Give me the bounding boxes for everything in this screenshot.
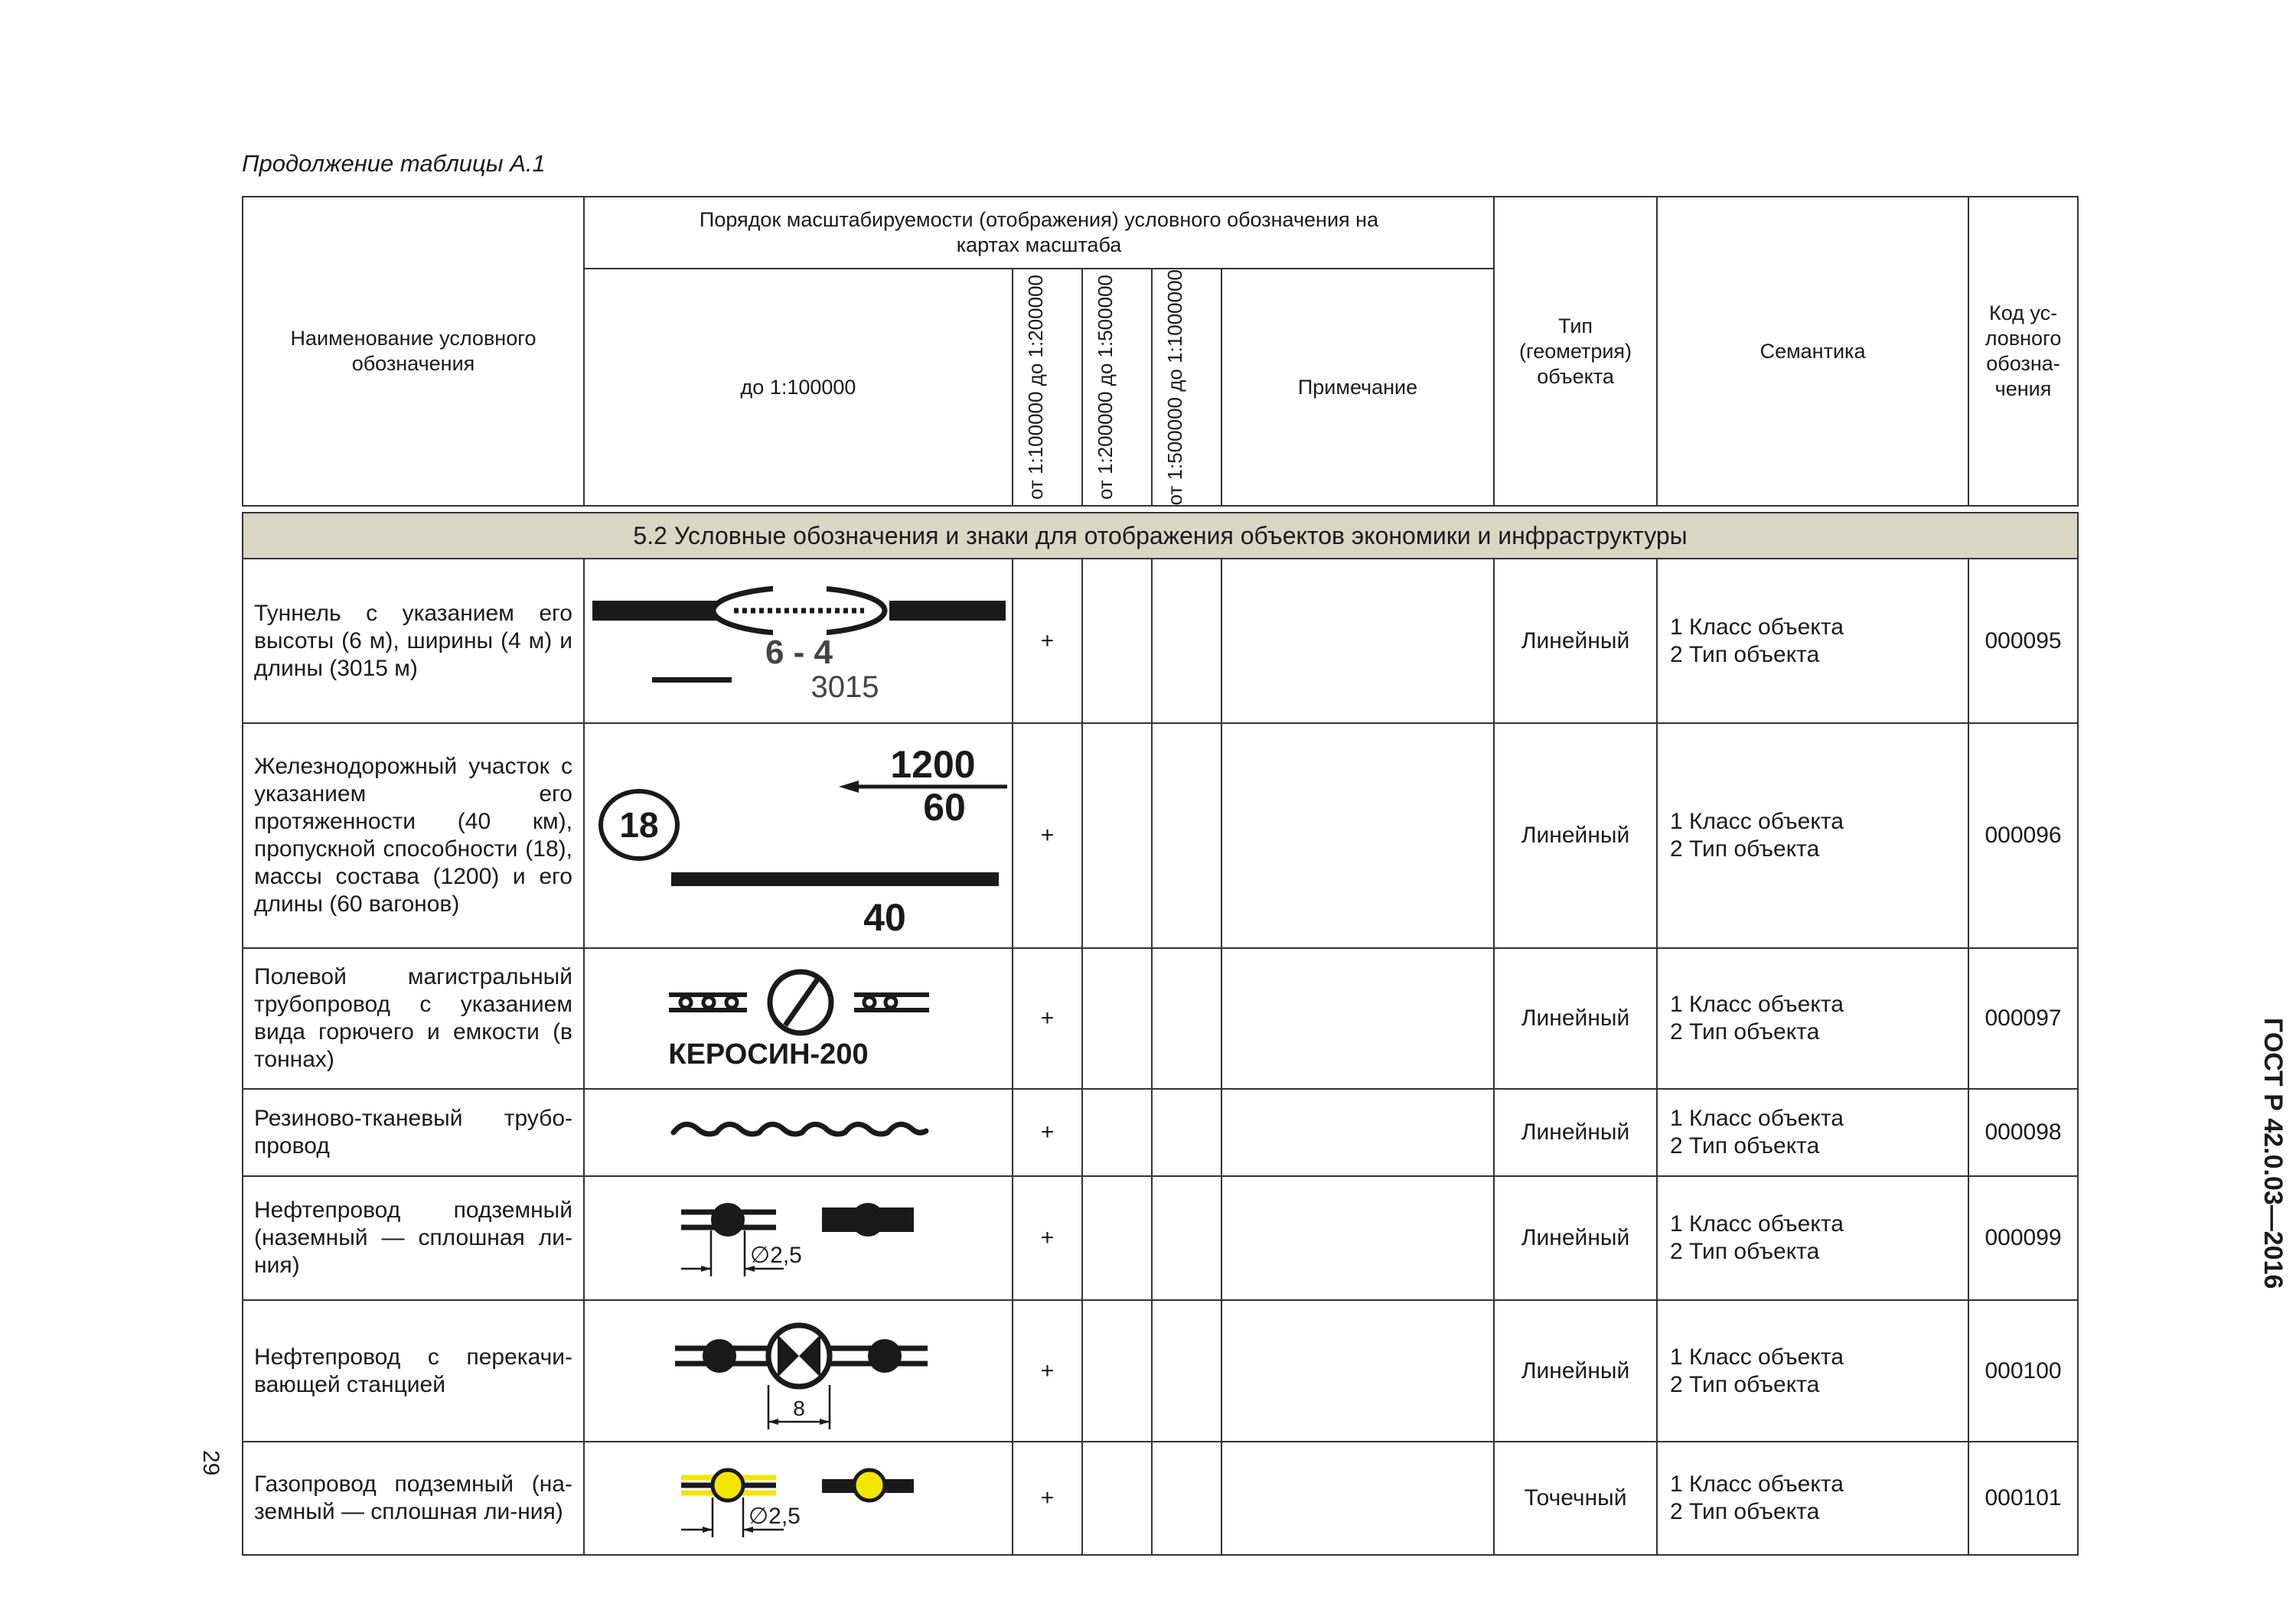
sem-line-1: 1 Класс объекта — [1670, 809, 1844, 835]
row-semantics — [1657, 1442, 1968, 1555]
header-scale-4-label: от 1:500000 до 1:1000000 — [1163, 269, 1186, 506]
railway-symbol-graphic — [585, 724, 1013, 947]
tunnel-size-text: 6 - 4 — [765, 634, 833, 672]
row-mark: + — [1013, 1300, 1082, 1442]
header-semantics: Семантика — [1657, 197, 1968, 506]
sem-line-2: 2 Тип объекта — [1670, 1019, 1820, 1045]
tunnel-symbol — [584, 559, 1013, 723]
row-name: Железнодорожный участок с указанием его протяженности (40 км), пропускной способности (18), массы состава (1200) и его длины (60 вагонов) — [243, 723, 584, 948]
row-name: Нефтепровод подземный (наземный — сплошная ли-ния) — [243, 1176, 584, 1300]
row-code: 000100 — [1968, 1300, 2078, 1442]
row-semantics — [1657, 1176, 1968, 1300]
header-scale-4 — [1152, 269, 1221, 506]
page-number: 29 — [198, 1450, 223, 1476]
table-row — [243, 559, 2078, 723]
header-name-label: Наименование условного обозначения — [290, 327, 536, 376]
table-row — [243, 723, 2078, 948]
sem-line-2: 2 Тип объекта — [1670, 1239, 1820, 1265]
header-code — [1968, 197, 2078, 506]
header-scale-group-label: Порядок масштабируемости (отображения) условного обозначения на картах масштаба — [699, 208, 1379, 256]
row-mark: + — [1013, 1176, 1082, 1300]
header-row-1 — [243, 197, 2078, 269]
symbols-table — [242, 196, 2079, 1556]
row-name: Полевой магистральный трубопровод с указанием вида горючего и емкости (в тоннах) — [243, 948, 584, 1089]
section-title: 5.2 Условные обозначения и знаки для отображения объектов экономики и инфраструктуры — [243, 513, 2078, 559]
row-code: 000099 — [1968, 1176, 2078, 1300]
railway-symbol — [584, 723, 1013, 948]
document-side-title: ГОСТ Р 42.0.03—2016 — [2258, 1018, 2288, 1289]
header-name — [243, 197, 584, 506]
row-semantics — [1657, 1089, 1968, 1176]
row-mark: + — [1013, 723, 1082, 948]
row-semantics — [1657, 559, 1968, 723]
rail-length-text: 40 — [863, 896, 906, 940]
row-type: Точечный — [1494, 1442, 1657, 1555]
rubber-pipeline-symbol-graphic — [585, 1090, 1013, 1175]
section-row — [243, 513, 2078, 559]
row-name: Газопровод подземный (на-земный — сплошная ли-ния) — [243, 1442, 584, 1555]
header-scale-3 — [1082, 269, 1152, 506]
row-type: Линейный — [1494, 723, 1657, 948]
header-note: Примечание — [1221, 269, 1494, 506]
header-spacer — [243, 506, 2078, 513]
field-pipeline-symbol — [584, 948, 1013, 1089]
sem-line-1: 1 Класс объекта — [1670, 614, 1844, 640]
pumping-station-symbol — [584, 1300, 1013, 1442]
sem-line-2: 2 Тип объекта — [1670, 641, 1820, 667]
row-type: Линейный — [1494, 948, 1657, 1089]
row-name: Туннель с указанием его высоты (6 м), ширины (4 м) и длины (3015 м) — [243, 559, 584, 723]
rail-capacity-text: 18 — [619, 805, 659, 846]
table-row — [243, 1300, 2078, 1442]
sem-line-1: 1 Класс объекта — [1670, 1471, 1844, 1498]
row-type: Линейный — [1494, 1300, 1657, 1442]
header-scale-1: до 1:100000 — [584, 269, 1013, 506]
row-code: 000097 — [1968, 948, 2078, 1089]
row-mark: + — [1013, 1089, 1082, 1176]
sem-line-2: 2 Тип объекта — [1670, 1371, 1820, 1397]
sem-line-1: 1 Класс объекта — [1670, 992, 1844, 1018]
row-type: Линейный — [1494, 1176, 1657, 1300]
field-pipeline-symbol-graphic — [585, 949, 1013, 1088]
sem-line-2: 2 Тип объекта — [1670, 1133, 1820, 1159]
sem-line-2: 2 Тип объекта — [1670, 836, 1820, 862]
row-code: 000098 — [1968, 1089, 2078, 1176]
oil-pipeline-symbol-graphic — [585, 1177, 1013, 1299]
row-code: 000101 — [1968, 1442, 2078, 1555]
tunnel-length-text: 3015 — [810, 670, 879, 705]
rail-wagons-text: 60 — [923, 786, 966, 829]
sem-line-2: 2 Тип объекта — [1670, 1499, 1820, 1525]
row-semantics — [1657, 1300, 1968, 1442]
table-caption: Продолжение таблицы А.1 — [242, 150, 546, 177]
header-scale-2 — [1013, 269, 1082, 506]
table-row — [243, 948, 2078, 1089]
table-row — [243, 1176, 2078, 1300]
pumping-station-symbol-graphic — [585, 1301, 1013, 1441]
row-name: Нефтепровод с перекачи-вающей станцией — [243, 1300, 584, 1442]
row-name: Резиново-тканевый трубо-провод — [243, 1089, 584, 1176]
rubber-pipeline-symbol — [584, 1089, 1013, 1176]
gas-diameter-text: ∅2,5 — [748, 1504, 801, 1530]
station-size-text: 8 — [793, 1396, 805, 1421]
row-semantics — [1657, 948, 1968, 1089]
gas-pipeline-symbol-graphic — [585, 1442, 1013, 1554]
gas-pipeline-symbol — [584, 1442, 1013, 1555]
rail-mass-text: 1200 — [890, 743, 976, 787]
row-mark: + — [1013, 948, 1082, 1089]
header-code-label: Код ус-ловного обозна-чения — [1985, 301, 2062, 401]
oil-pipeline-symbol — [584, 1176, 1013, 1300]
row-mark: + — [1013, 559, 1082, 723]
pipeline-fuel-label: КЕРОСИН-200 — [668, 1038, 869, 1071]
header-type-label: Тип (геометрия) объекта — [1519, 314, 1632, 388]
row-semantics — [1657, 723, 1968, 948]
row-code: 000095 — [1968, 559, 2078, 723]
sem-line-1: 1 Класс объекта — [1670, 1106, 1844, 1132]
header-scale-2-label: от 1:100000 до 1:200000 — [1023, 275, 1047, 500]
sem-line-1: 1 Класс объекта — [1670, 1344, 1844, 1370]
row-type: Линейный — [1494, 1089, 1657, 1176]
row-mark: + — [1013, 1442, 1082, 1555]
tunnel-symbol-graphic — [585, 559, 1013, 722]
header-scale-group — [584, 197, 1494, 269]
sem-line-1: 1 Класс объекта — [1670, 1211, 1844, 1237]
table-row — [243, 1089, 2078, 1176]
row-code: 000096 — [1968, 723, 2078, 948]
row-type: Линейный — [1494, 559, 1657, 723]
header-type — [1494, 197, 1657, 506]
oil-diameter-text: ∅2,5 — [750, 1243, 802, 1269]
header-scale-3-label: от 1:200000 до 1:500000 — [1093, 275, 1117, 500]
table-row — [243, 1442, 2078, 1555]
